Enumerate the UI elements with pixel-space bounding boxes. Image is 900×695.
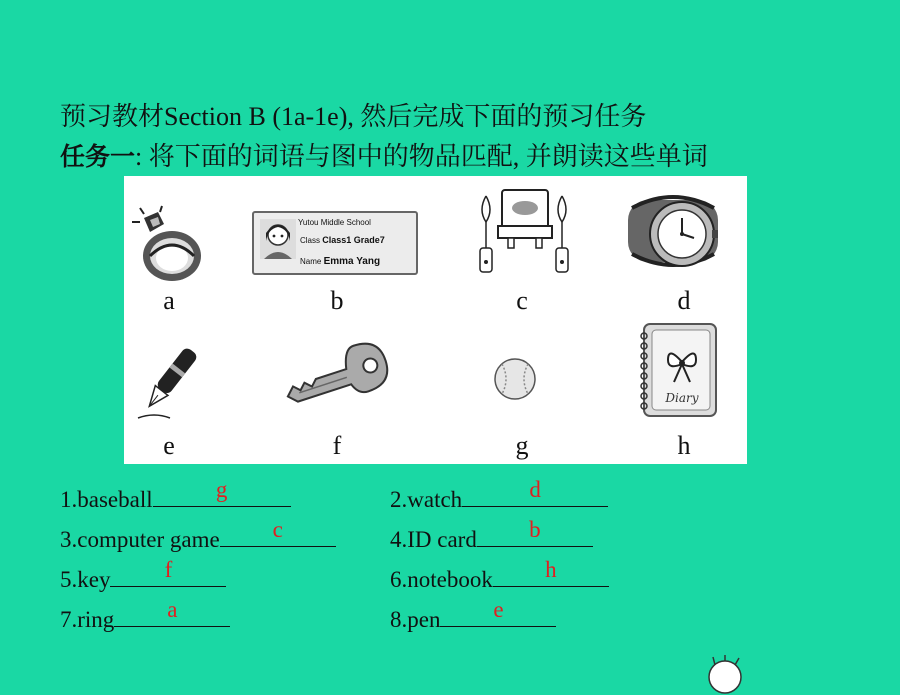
- picture-letter: c: [516, 286, 528, 315]
- task-instruction: [60, 140, 708, 174]
- picture-letter: h: [677, 431, 691, 460]
- answer-item: [390, 477, 608, 516]
- answer-text: g: [215, 477, 228, 502]
- answer-list: [60, 477, 660, 644]
- baseball-icon: [492, 356, 538, 402]
- picture-letter: g: [515, 431, 529, 460]
- answer-text: f: [164, 557, 173, 582]
- notebook-icon: [638, 322, 722, 420]
- answer-blank[interactable]: [110, 557, 226, 587]
- item-label: 8.pen: [390, 607, 441, 632]
- pen-icon: [134, 342, 200, 422]
- item-label: 6.notebook: [390, 567, 493, 592]
- class-value: Class1 Grade7: [322, 235, 385, 245]
- answer-text: e: [493, 597, 504, 622]
- cartoon-decoration-icon: [705, 655, 745, 695]
- answer-blank[interactable]: [493, 557, 609, 587]
- item-label: 4.ID card: [390, 527, 477, 552]
- answer-item: [60, 557, 226, 596]
- section-heading: 预习教材Section B (1a-1e), 然后完成下面的预习任务: [60, 102, 647, 131]
- class-line: [300, 235, 385, 245]
- picture-letter: f: [332, 431, 342, 460]
- name-label: Name: [300, 257, 322, 266]
- computer-game-icon: [474, 186, 574, 282]
- picture-panel: [124, 176, 747, 464]
- name-value: Emma Yang: [323, 256, 381, 267]
- answer-text: b: [529, 517, 541, 542]
- answer-blank[interactable]: [220, 517, 336, 547]
- ring-icon: [128, 204, 210, 286]
- portrait-icon: [260, 219, 296, 259]
- item-label: 7.ring: [60, 607, 115, 632]
- id-card-icon: [252, 211, 418, 275]
- task-label: 任务一: [60, 142, 136, 171]
- answer-blank[interactable]: [114, 597, 230, 627]
- answer-blank[interactable]: [477, 517, 593, 547]
- key-icon: [282, 342, 394, 410]
- answer-item: [60, 477, 291, 516]
- answer-text: a: [167, 597, 178, 622]
- answer-blank[interactable]: [440, 597, 556, 627]
- watch-icon: [624, 182, 722, 276]
- item-label: 3.computer game: [60, 527, 220, 552]
- answer-item: [60, 597, 230, 636]
- answer-text: h: [545, 557, 557, 582]
- picture-letter: d: [677, 286, 691, 315]
- notebook-label: Diary: [665, 391, 699, 405]
- answer-blank[interactable]: [462, 477, 608, 507]
- picture-letter: a: [163, 286, 175, 315]
- school-name: Yutou Middle School: [298, 218, 371, 227]
- answer-blank[interactable]: [153, 477, 291, 507]
- answer-text: c: [272, 517, 283, 542]
- answer-item: [60, 517, 336, 556]
- item-label: 1.baseball: [60, 487, 153, 512]
- answer-text: d: [529, 477, 541, 502]
- answer-item: [390, 557, 609, 596]
- item-label: 2.watch: [390, 487, 463, 512]
- picture-letter: b: [330, 286, 344, 315]
- class-label: Class: [300, 236, 321, 245]
- answer-item: [390, 517, 593, 556]
- task-text: : 将下面的词语与图中的物品匹配, 并朗读这些单词: [135, 142, 708, 171]
- item-label: 5.key: [60, 567, 111, 592]
- answer-item: [390, 597, 556, 636]
- name-line: [300, 256, 380, 267]
- picture-letter: e: [163, 431, 175, 460]
